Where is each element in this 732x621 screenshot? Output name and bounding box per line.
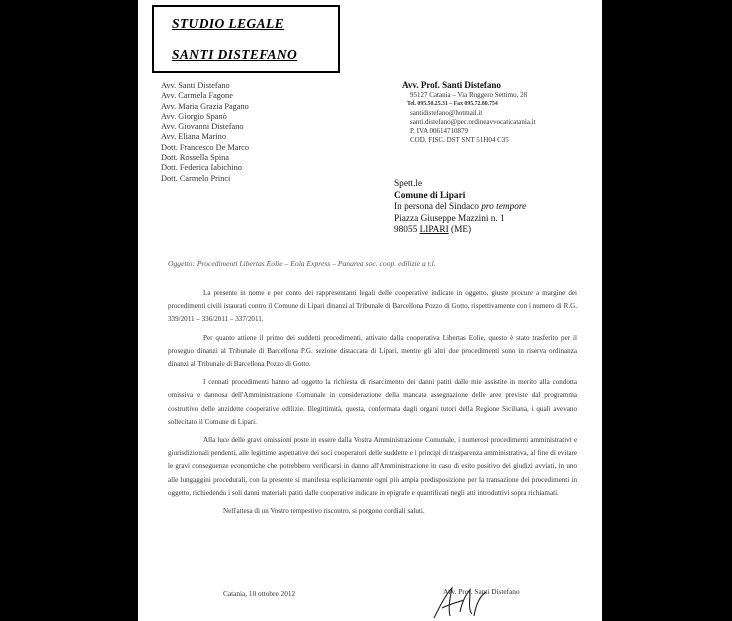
body-paragraph: Per quanto attiene il primo dei suddetti procedimenti, attivato dalla cooperativa Libertas Eolie, questo è stato trasferito per il proseguo dinanzi al Tribunale di Barcellona P.G. sezione distaccata di Lipari, mentre gli altri due procedimenti sono in riserva ordinanza dinanzi al Tribunale di Barcellona Pozzo di Gotto. bbox=[168, 333, 577, 369]
lawyer-name: Avv. Giorgio Spanò bbox=[161, 111, 227, 121]
contact-block bbox=[402, 80, 536, 145]
letter-body bbox=[168, 287, 577, 523]
subject-line: Oggetto: Procedimenti Libertas Eolie – Eola Express – Panarea soc. coop. edilizie a r.l. bbox=[168, 259, 436, 268]
contact-vat: P. IVA 00614710879 bbox=[410, 127, 469, 135]
lawyer-name: Avv. Maria Grazia Pagano bbox=[161, 101, 249, 111]
contact-phone: Tel. 095.50.25.31 – Fax 095.72.80.754 bbox=[407, 101, 498, 107]
body-paragraph: I cennati procedimenti hanno ad oggetto la richiesta di risarcimento dei danni patiti dalle mie assistite in merito alla condotta omissiva e dannosa dell'Amministrazione Comunale in considerazione della mancata assegnazione delle aree previste dal programma costruttivo delle anzidette cooperative edilizie. Illegittimità, questa, confermata dagli organi tutori della Regione Siciliana, i quali avevano sollecitato il Comune di Lipari. bbox=[168, 378, 577, 426]
recipient-attention-prefix: In persona del Sindaco bbox=[394, 202, 482, 213]
recipient-greeting: Spett.le bbox=[394, 179, 423, 189]
letterhead-line-2: SANTI DISTEFANO bbox=[172, 47, 298, 62]
lawyer-name: Dott. Francesco De Marco bbox=[161, 142, 250, 152]
signer-name: Avv. Prof. Santi Distefano bbox=[443, 587, 520, 596]
contact-email: santidistefano@hotmail.it bbox=[410, 109, 483, 117]
recipient-block bbox=[394, 179, 526, 237]
letter-page bbox=[138, 0, 602, 621]
contact-address: 95127 Catania – Via Ruggero Settimo, 28 bbox=[410, 91, 528, 99]
lawyer-name: Dott. Carmelo Princi bbox=[161, 173, 231, 183]
lawyer-name: Avv. Eliana Marino bbox=[161, 132, 226, 142]
lawyer-name: Avv. Giovanni Distefano bbox=[161, 122, 244, 132]
contact-pec: santi.distefano@pec.ordineavvocaticatania.it bbox=[410, 118, 536, 126]
closing-salutation: Nell'attesa di un Vostro tempestivo riscontro, si porgono cordiali saluti. bbox=[223, 507, 425, 516]
recipient-cap: 98055 bbox=[394, 225, 420, 236]
recipient-city: LIPARI bbox=[419, 225, 449, 236]
recipient-city-line bbox=[394, 225, 526, 237]
recipient-attention-italic: pro tempore bbox=[481, 202, 527, 213]
lawyer-name: Avv. Santi Distefano bbox=[161, 81, 230, 90]
contact-name: Avv. Prof. Santi Distefano bbox=[402, 80, 501, 90]
body-paragraph: Alla luce delle gravi omissioni poste in essere dalla Vostra Amministrazione Comunale, i numerosi procedimenti amministrativi e giurisdizionali pendenti, alle legittime aspettative dei soci cooperatori delle suddette e i principi di trasparenza amministrativa, al fine di evitare le gravi conseguenze economiche che potrebbero verificarsi in danno all'Amministrazione in caso di esito positivo dei giudizi avviati, in uno alle lungaggini procedurali, con la presente si manifesta esplicitamente ogni più ampia predisposizione per la transazione dei procedimenti in oggetto, richiedendo i soli danni materiali patiti dalle cooperative indicate in epigrafe e quantificati negli atti introduttivi sopra richiamati. bbox=[168, 436, 577, 497]
recipient-street: Piazza Giuseppe Mazzini n. 1 bbox=[394, 213, 505, 224]
recipient-entity: Comune di Lipari bbox=[394, 190, 466, 201]
recipient-attention bbox=[394, 202, 526, 214]
contact-tax-code: COD. FISC. DST SNT 51H04 C35 bbox=[410, 136, 509, 144]
lawyer-name: Avv. Carmela Fagone bbox=[161, 91, 233, 101]
lawyer-name: Dott. Rossella Spina bbox=[161, 153, 229, 163]
letterhead-line-1: STUDIO LEGALE bbox=[172, 16, 285, 31]
body-paragraph: La presente in nome e per conto dei rappresentanti legali delle cooperative indicate in oggetto, giuste procure a margine dei procedimenti civili istaurati contro il Comune di Lipari dinanzi al Tribunale di Barcellona Pozzo di Gotto, rispettivamente con i numero di R.G. 339/2011 – 336/2011 – 337/2011. bbox=[168, 289, 577, 324]
letterhead-logo bbox=[152, 5, 340, 73]
lawyer-name: Dott. Federica Iabichino bbox=[161, 163, 242, 173]
place-date: Catania, 10 ottobre 2012 bbox=[223, 589, 296, 598]
recipient-province: (ME) bbox=[448, 225, 472, 236]
lawyers-list bbox=[161, 81, 249, 184]
